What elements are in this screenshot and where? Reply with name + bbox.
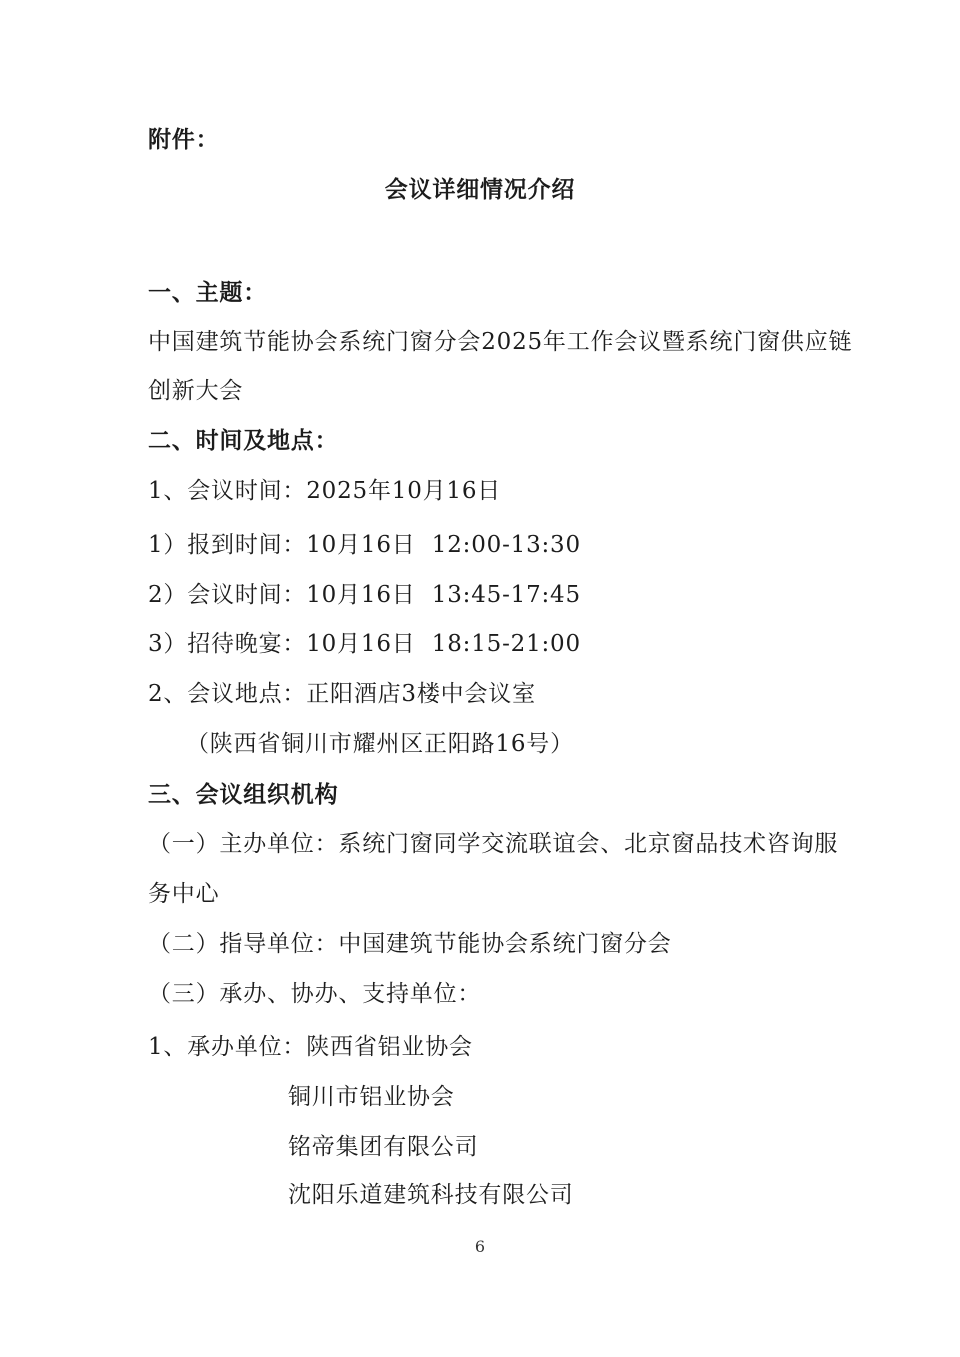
conference-time-line: 2）会议时间：10月16日 13:45-17:45 bbox=[148, 582, 581, 608]
page-number: 6 bbox=[474, 1237, 486, 1256]
meeting-date-line: 1、会议时间：2025年10月16日 bbox=[148, 478, 502, 504]
attachment-label: 附件： bbox=[148, 126, 220, 153]
section-heading-organization: 三、会议组织机构 bbox=[148, 781, 339, 808]
guidance-unit-line: （二）指导单位：中国建筑节能协会系统门窗分会 bbox=[148, 931, 672, 957]
undertaker-line-2: 铜川市铝业协会 bbox=[288, 1084, 455, 1110]
undertaker-line-3: 铭帝集团有限公司 bbox=[288, 1134, 479, 1160]
theme-text-line1: 中国建筑节能协会系统门窗分会2025年工作会议暨系统门窗供应链 bbox=[148, 329, 853, 355]
section-heading-time-place: 二、时间及地点： bbox=[148, 427, 339, 454]
venue-line: 2、会议地点：正阳酒店3楼中会议室 bbox=[148, 681, 536, 707]
banquet-time-line: 3）招待晚宴：10月16日 18:15-21:00 bbox=[148, 631, 581, 657]
section-heading-theme: 一、主题： bbox=[148, 279, 267, 306]
undertaker-line-4: 沈阳乐道建筑科技有限公司 bbox=[288, 1182, 574, 1208]
venue-address-line: （陕西省铜川市耀州区正阳路16号） bbox=[186, 731, 574, 757]
host-unit-line2: 务中心 bbox=[148, 881, 220, 907]
undertaker-heading-line: （三）承办、协办、支持单位： bbox=[148, 981, 482, 1007]
document-title: 会议详细情况介绍 bbox=[384, 176, 576, 203]
host-unit-line1: （一）主办单位：系统门窗同学交流联谊会、北京窗品技术咨询服 bbox=[148, 831, 839, 857]
theme-text-line2: 创新大会 bbox=[148, 378, 244, 404]
checkin-time-line: 1）报到时间：10月16日 12:00-13:30 bbox=[148, 532, 581, 558]
undertaker-line-1: 1、承办单位：陕西省铝业协会 bbox=[148, 1034, 473, 1060]
